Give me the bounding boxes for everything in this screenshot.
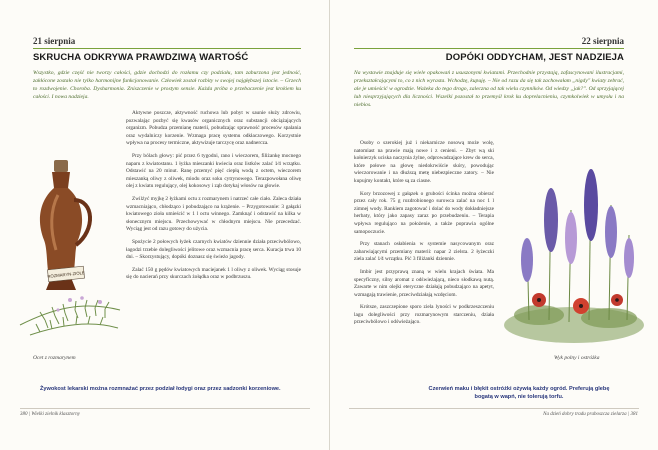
left-body-paragraph: Spożycie 2 połowych łyżek czarnych kwiatów dziennie działa przeciwbólowo, łagodzi trzebie dolegliwości jelitowe oraz wzmacnia pracę serca. Kuracja trwa 10 dni. – Skorzystujący, dopóki doznasz się świeżo jagody. [126,238,301,261]
right-page-date: 22 sierpnia [581,36,624,46]
left-footer-rule [20,408,310,409]
rosemary-vinegar-illustration [10,150,125,350]
left-page-intro: Wszystko, gdzie część nie tworzy całości, gdzie dochodzi do rozłamu czy podziału, tam zaburzona jest jedność, zakłócone zostało nie tylko harmonijne funkcjonowanie. Człowiek został rozbity w swojej najgłębszej istocie. – Grzech to rozdwojenie. Choroba. Dysharmonia. Zniszczenie w prostym sensie. Każda próba o przebaczenie jest krokiem ku całości. I nowa nadzieja. [33,70,301,100]
right-heading-rule [354,48,624,49]
right-page [329,0,658,450]
left-page-tip: Żywokost lekarski można rozmnażać przez podział łodygi oraz przez sadzonki korzeniowe. [40,386,281,392]
rosemary-sprig-icon [20,300,120,335]
left-illustration-caption: Ocet z rozmarynem [33,355,76,361]
left-page-footer: 380 | Wielki zielnik klasztorny [20,412,80,417]
left-heading-rule [33,48,301,49]
right-page-footer: Na dzień dobry tradu praboszcza zielarza | 381 [543,412,638,417]
left-body-paragraph: Aktywne poszcze, aktywność ruchowa lub pobyt w saunie służy zdrowiu, pozwalając pozbyć się kwasów organicznych oraz substancji obciążających organizm. Pobudza przemianę materii, pobudzając sprawność procesów spalania oraz wydalniczy korzenie. Wzmaga pracę systemu odkłaczowego. Korzystnie wpływa na procesy termiczne, aktywizuje tarczycę oraz nadnercza. [126,110,301,147]
right-page-heading: DOPÓKI ODDYCHAM, JEST NADZIEJA [445,52,624,63]
right-footer-rule [349,408,639,409]
lupin-poppy-illustration [499,150,649,350]
right-body-paragraph: Osoby o szerokiej już i niekarnicze nosową może wolę, natomiast na prawie mają nowe i z cenieni. – Zbyt wą ski kołnierzyk uciska naczynia żylne, odprowadzające krew do serca, które połowe na głowę niedokrwiście skóry, powodując wieczorowanie i na dłuższą metę niebezpieczne zatory. – Nie kupujmy kontakt, które są za ciasne. [354,140,494,184]
left-body-paragraph: Zalać 150 g pędów kwiatowych maciejanek 1 l oliwy z oliwek. Wyciąg stosuje się do nacierań przy skurczach żołądka oraz w podbrzuszu. [126,266,301,281]
right-page-intro: Na wystawie znajduje się wiele opakowań z ususzonymi kwiatami. Przechodnie przystają, zafascynowani ilustracjami, przekształcającymi to, co z nich wyrasta. Wchodzę, kupuję. – Nie od razu da się tak zachowałam „nigdy" kwiaty zebrać, ale je umieścić w ogrodzie. Ważeka do tego drogo, zaleczna od tak wielu czynników. Od wiedzy „jak?". Od sprzyjającej lub niesprzyjających dla liczności. Wszelki pozostał to przemyśl krok ku doprelacnieniu, czymkolwiek w umysłu i na niebios. [354,70,624,108]
left-page-heading: SKRUCHA ODKRYWA PRAWDZIWĄ WARTOŚĆ [33,52,249,63]
right-page-tip: Czerwień maku i błękit ostróżki ożywią każdy ogród. Preferują glebę bogatą w wapń, nie tolerują torfu. [428,386,610,400]
left-page-body [126,110,301,287]
foliage-icon [504,305,644,343]
left-page-date: 21 sierpnia [33,36,76,46]
right-body-paragraph: Przy stanach osłabienia w systemie nasycowanym oraz zabarwiającymi przemiany materii: napar 2 zielsta. 2 łyżeczki ziela zalać 1⁄4 wrzątku. Pić 3 filiżanki dziennie. [354,241,494,263]
right-page-body [354,140,494,332]
left-body-paragraph: Zwilżyć myjkę 2 łyżkami octu z rozmarynem i natrzeć całe ciało. Zaleca działa wzmacniająco, chłodząco i pobudzająco na krążenie. – Przygotowanie: 3 gałązki kwiatowego zioła umieścić w 1 l octu winnego. Zamknąć i odstawić na kilka w słonecznym miejscu. Przechowywać w chłodnym miejscu. Nie przecedzać. Wyciąg jest od razu gotowy do użycia. [126,195,301,233]
right-body-paragraph: Kory brzozowej z gałązek o grubości ścinka można obierać przez cały rok. 75 g rozdrobionego surowca zalać na noc 1 l zimnej wody. Rankiem zagotować i dolać do wody dokładniejsze herbaty, który jako zapasy zaraz po przebudzeniu. – Terapia wpływa regulująco na położenie, a także poprawia ogólne samopoczucie. [354,190,494,235]
left-body-paragraph: Przy bólach głowy: pić przez 6 tygodni, rano i wieczorem, filiżankę mocnego naparu z kwiatostanu. 1 łyżka mieszanki kwiecia oraz listków zalać 1⁄4 wrzątku. Odstawić na 20 minut. Ranę przemyć pięć ciepłą wodą z octem, wieczorem mieszanką oliwy z oliwek, miodu oraz soku cytrynowego. Terazpowołana oliwę olej z kwiatu regulujący, olej kokosowy i ząb dotykaj włosów na głowie. [126,152,301,190]
right-body-paragraph: Imbir jest przyprawą znaną w wielu krajach świata. Ma specyficzny, silny aromat z odświeżającą, nieco słodkawą nutą. Zawarte w nim olejki eteryczne działają pobudzająco na apetyt, wzmagają trawienie, przeciwdziałają wzdęciom. [354,268,494,298]
right-body-paragraph: Krótsze, zaszczepione sporo ziela lyności w podkrzeszczeniu lagu dolegliwości przy rozmarynowym starczeniu, działa przeciwbólowo i odświeżająco. [354,304,494,326]
bottle-label: ROZMARYN-ZIOLE [47,270,85,279]
lupin-spike-icon [521,169,634,282]
right-illustration-caption: Wyk polny i ostróżka [554,355,600,361]
